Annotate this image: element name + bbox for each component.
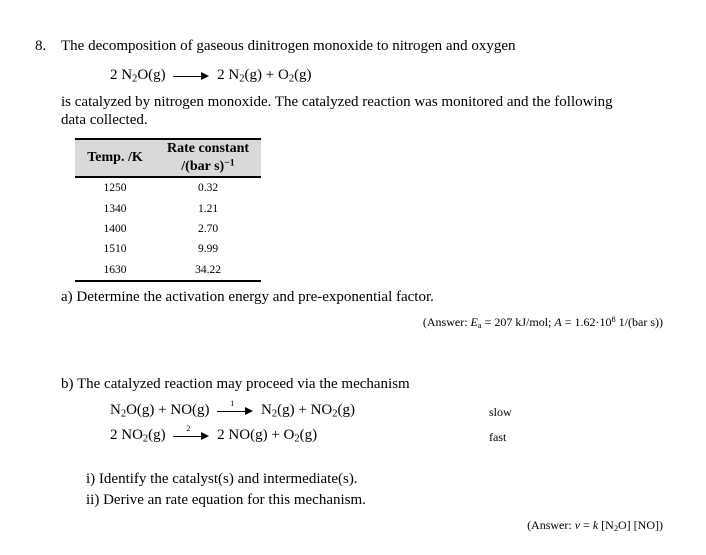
header-rate-constant: Rate constant /(bar s)$^{-1}$ [155, 139, 261, 177]
rate-cell: 0.32 [197, 182, 219, 195]
question-intro: The decomposition of gaseous dinitrogen monoxide to nitrogen and oxygen [61, 38, 516, 54]
step-1-rate-label: slow [489, 405, 512, 419]
question-number: 8. [35, 38, 47, 54]
mechanism-step-1: $N_2O(g) + NO(g)$ 1 $N_2(g) + NO_2(g)$ [110, 398, 355, 420]
temp-cell: 1340 [103, 202, 127, 215]
rate-cell: 9.99 [197, 243, 219, 256]
reaction-arrow-icon: 2 [173, 431, 209, 441]
rate-cell: 34.22 [195, 263, 221, 276]
table-row [75, 239, 261, 259]
reaction-arrow-icon [173, 71, 209, 81]
context-line-2: data collected. [61, 112, 148, 128]
context-line-1: is catalyzed by nitrogen monoxide. The catalyzed reaction was monitored and the following [61, 94, 613, 110]
reaction-arrow-icon: 1 [217, 406, 253, 416]
part-b-answer: (Answer: v = k $[N_2O]$ [NO]) [527, 518, 663, 534]
part-b-prompt: b) The catalyzed reaction may proceed via the mechanism [61, 376, 410, 392]
table-row [75, 198, 261, 218]
part-a-prompt: a) Determine the activation energy and pre-exponential factor. [61, 289, 434, 305]
table-row [75, 177, 261, 198]
overall-reaction: 2 $N_2O(g)$ 2 $N_2(g) + O_2(g)$ [110, 67, 312, 85]
rate-constant-table [75, 138, 261, 282]
temp-cell: 1510 [103, 243, 127, 256]
part-b-ii: ii) Derive an rate equation for this mechanism. [86, 492, 366, 508]
table-row [75, 260, 261, 281]
step-2-rate-label: fast [489, 430, 507, 444]
table-row [75, 219, 261, 239]
part-b-i: i) Identify the catalyst(s) and intermediate(s). [86, 471, 358, 487]
temp-cell: 1250 [103, 182, 127, 195]
rate-cell: 1.21 [197, 202, 219, 215]
temp-cell: 1400 [103, 222, 127, 235]
mechanism-step-2: 2 $NO_2(g)$ 2 2 $NO(g) + O_2(g)$ [110, 423, 318, 445]
temp-cell: 1630 [103, 263, 127, 276]
part-a-answer: (Answer: $E_a = 207$ kJ/mol; $A = 1.62\cdot 10^8$ 1/(bar s)) [422, 315, 663, 331]
rate-cell: 2.70 [197, 222, 219, 235]
header-temp: Temp. /K [75, 139, 155, 177]
